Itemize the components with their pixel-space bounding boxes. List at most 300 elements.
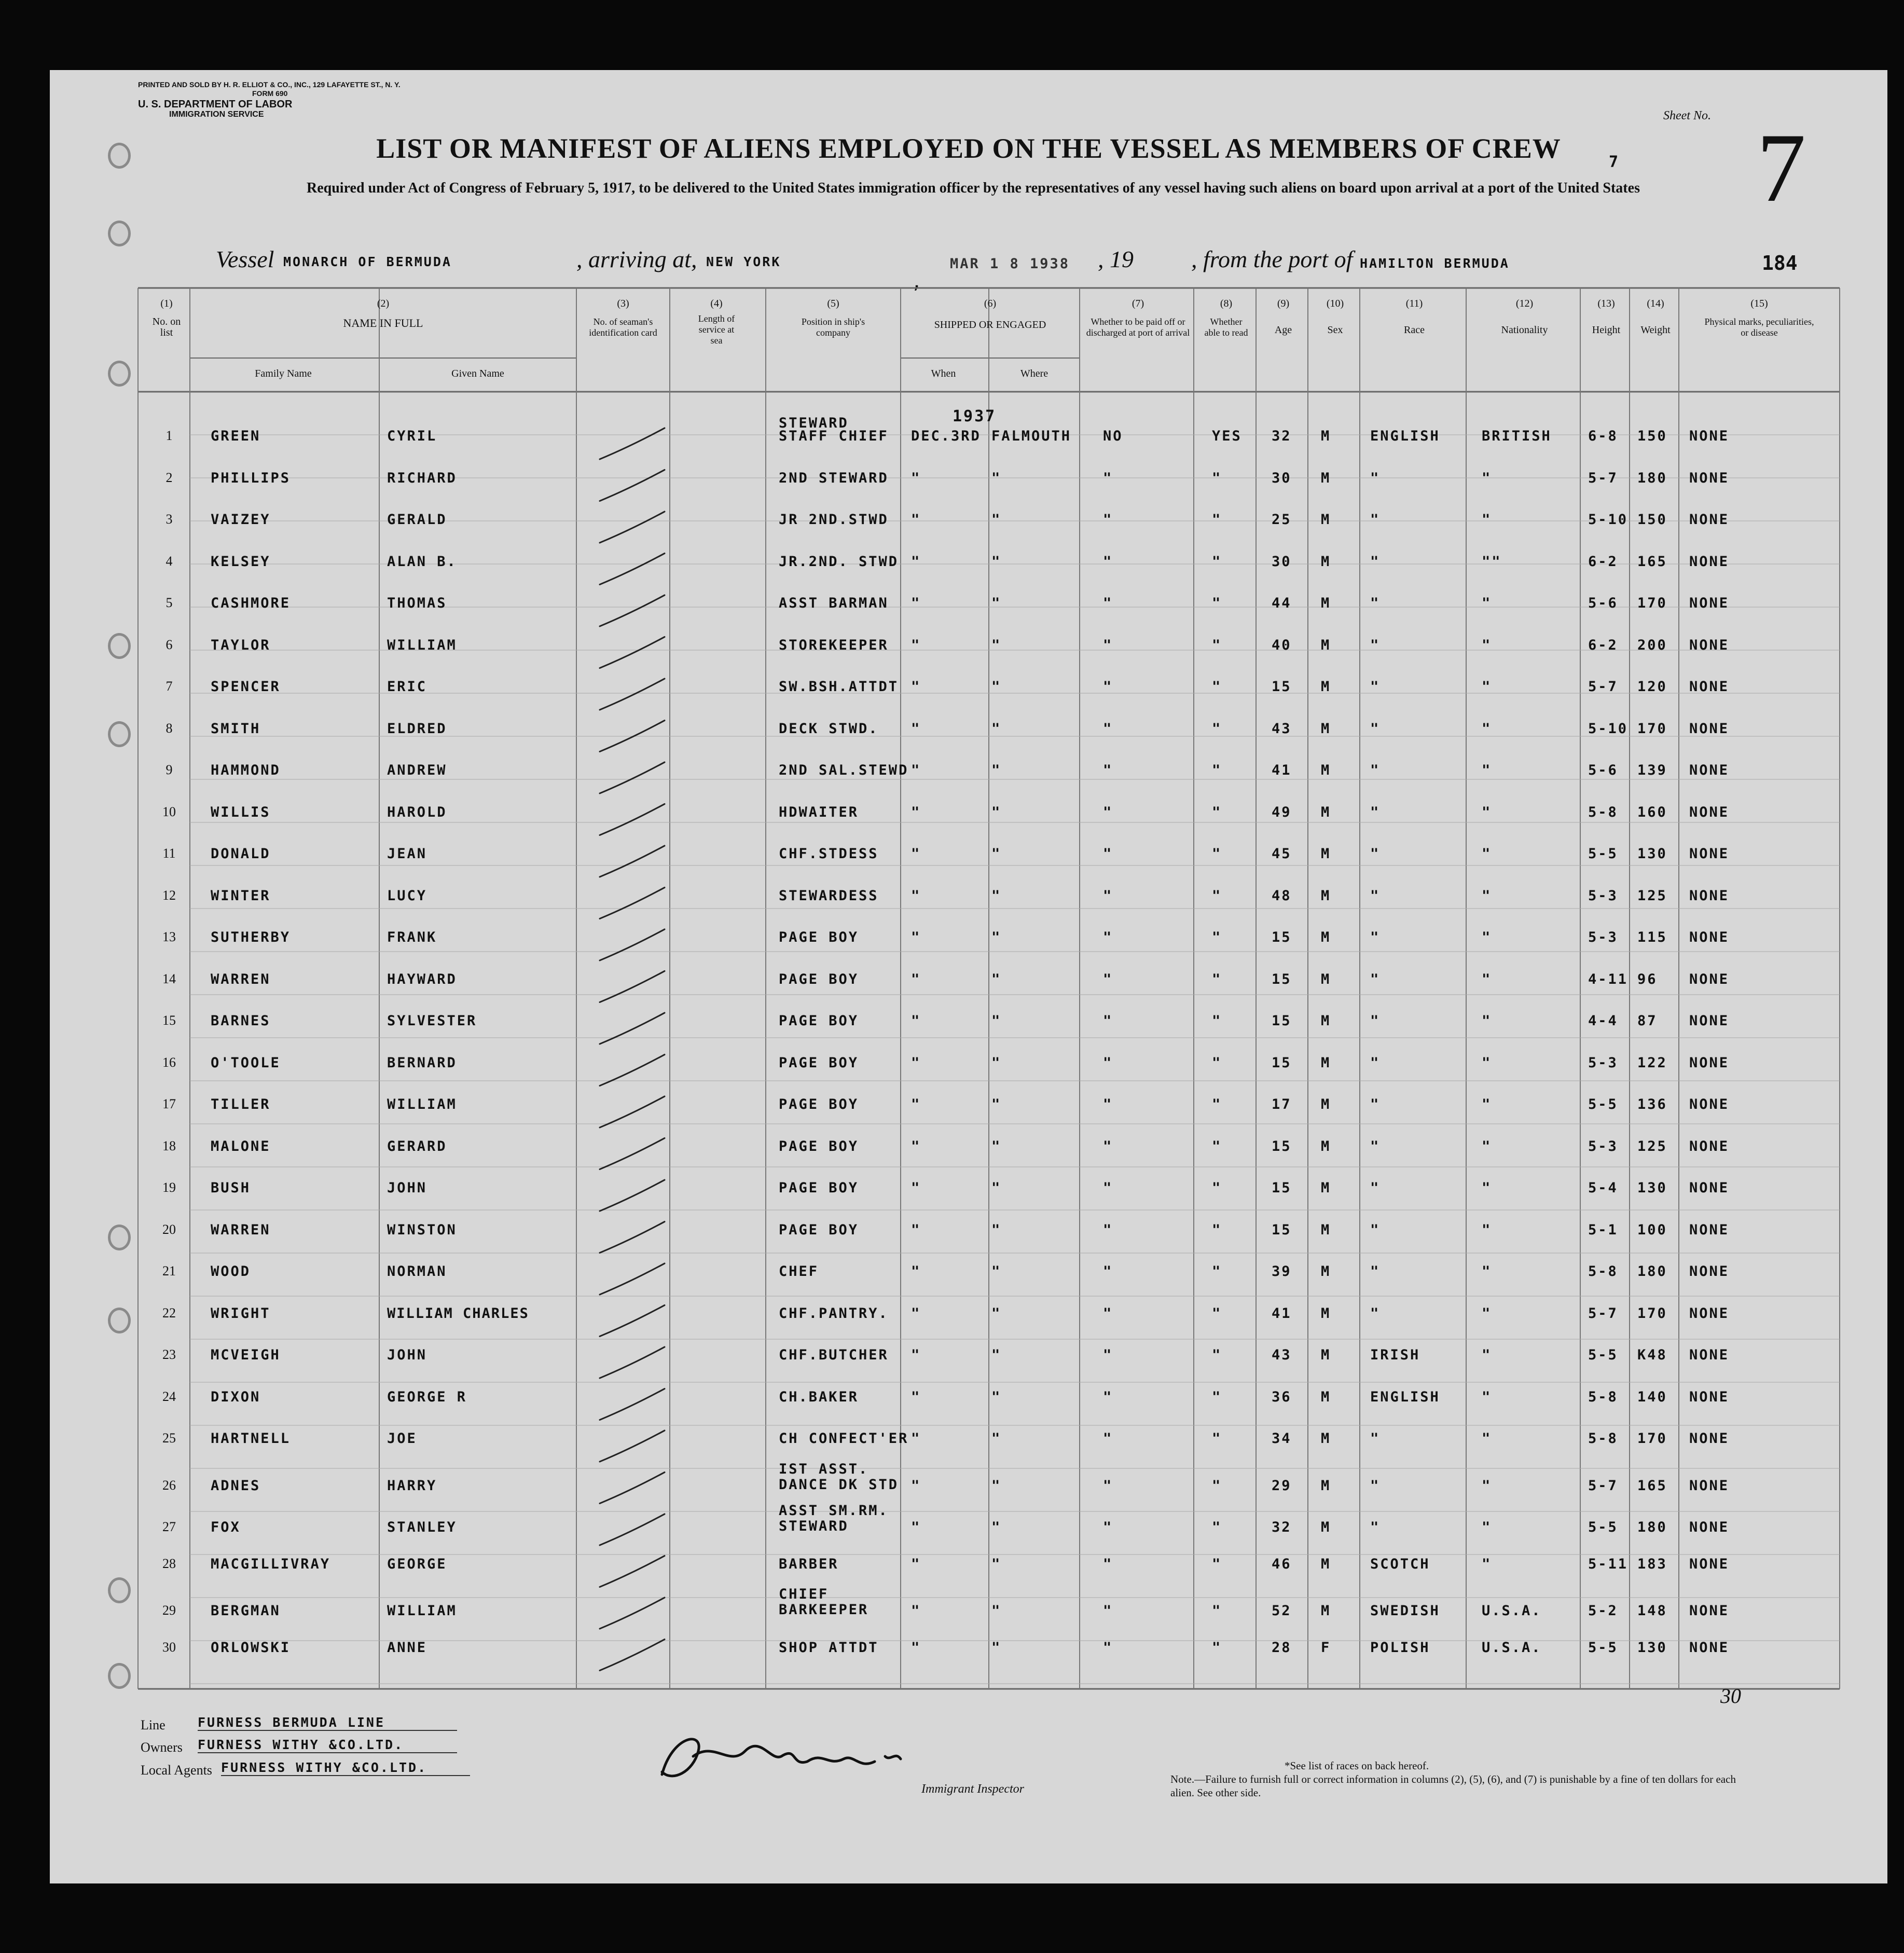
row-11-when: "	[911, 846, 921, 862]
row-5-when: "	[911, 595, 921, 611]
row-15-nationality: "	[1482, 1013, 1492, 1029]
row-13-weight: 115	[1637, 929, 1667, 945]
row-24-weight: 140	[1637, 1388, 1667, 1405]
row-14-no: 14	[162, 971, 176, 986]
row-22-given: WILLIAM CHARLES	[387, 1305, 529, 1322]
row-7-sex: M	[1321, 679, 1331, 695]
row-13-family: SUTHERBY	[211, 929, 291, 945]
row-22-weight: 170	[1637, 1305, 1667, 1322]
row-7-read: "	[1212, 679, 1222, 695]
col-header-id-card: (3) No. of seaman's identification card	[589, 298, 657, 338]
row-25-read: "	[1212, 1431, 1222, 1447]
row-24-position: CH.BAKER	[779, 1388, 859, 1405]
row-12-position: STEWARDESS	[779, 887, 879, 904]
arriving-label: , arriving at,	[576, 246, 697, 272]
col-header-paid-off: (7) Whether to be paid off or discharged at port of arrival	[1086, 298, 1190, 338]
row-28-no: 28	[162, 1556, 176, 1571]
row-13-where: "	[991, 929, 1002, 945]
row-10-age: 49	[1272, 804, 1292, 820]
row-6-age: 40	[1272, 637, 1292, 653]
row-5-position: ASST BARMAN	[779, 595, 889, 611]
row-22-no: 22	[162, 1305, 176, 1321]
row-6-read: "	[1212, 637, 1222, 653]
row-5-no: 5	[165, 595, 173, 610]
row-21-when: "	[911, 1263, 921, 1280]
row-30-race: POLISH	[1370, 1639, 1430, 1656]
row-25-race: "	[1370, 1431, 1381, 1447]
row-9-family: HAMMOND	[211, 762, 281, 778]
row-29-given: WILLIAM	[387, 1603, 457, 1619]
row-16-sex: M	[1321, 1054, 1331, 1071]
row-9-weight: 139	[1637, 762, 1667, 778]
row-6-paid: "	[1103, 637, 1113, 653]
row-22-height: 5-7	[1588, 1305, 1618, 1322]
row-18-no: 18	[162, 1138, 176, 1153]
from-port: HAMILTON BERMUDA	[1360, 256, 1510, 271]
sheet-number: 7	[1757, 114, 1806, 223]
row-27-family: FOX	[211, 1519, 241, 1535]
row-4-where: "	[991, 553, 1002, 570]
row-30-height: 5-5	[1588, 1639, 1618, 1656]
row-20-family: WARREN	[211, 1221, 271, 1238]
row-27-paid: "	[1103, 1519, 1113, 1535]
row-10-when: "	[911, 804, 921, 820]
row-16-race: "	[1370, 1054, 1381, 1071]
row-1-nationality: BRITISH	[1482, 428, 1552, 444]
id-card-slash	[600, 1222, 665, 1253]
vessel-name: MONARCH OF BERMUDA	[283, 254, 452, 269]
row-18-position: PAGE BOY	[779, 1138, 859, 1154]
row-19-weight: 130	[1637, 1180, 1667, 1196]
row-11-given: JEAN	[387, 846, 427, 862]
row-15-paid: "	[1103, 1013, 1113, 1029]
row-19-given: JOHN	[387, 1180, 427, 1196]
row-29-no: 29	[162, 1603, 176, 1618]
id-card-slash	[600, 1013, 665, 1044]
id-card-slash	[600, 929, 665, 960]
row-15-race: "	[1370, 1013, 1381, 1029]
row-30-weight: 130	[1637, 1639, 1667, 1656]
row-29-position: CHIEF	[779, 1586, 829, 1602]
row-26-family: ADNES	[211, 1477, 261, 1494]
row-17-read: "	[1212, 1096, 1222, 1112]
inspector-label: Immigrant Inspector	[921, 1782, 1024, 1796]
row-4-position: JR.2ND. STWD	[779, 553, 899, 570]
row-25-family: HARTNELL	[211, 1431, 291, 1447]
row-10-marks: NONE	[1689, 804, 1730, 820]
row-17-where: "	[991, 1096, 1002, 1112]
id-card-slash	[600, 1598, 665, 1629]
row-25-position: CH CONFECT'ER	[779, 1431, 909, 1447]
row-23-marks: NONE	[1689, 1347, 1730, 1363]
row-7-position: SW.BSH.ATTDT	[779, 679, 899, 695]
agents-value: FURNESS WITHY &CO.LTD.	[221, 1760, 470, 1776]
row-27-weight: 180	[1637, 1519, 1667, 1535]
line-label: Line	[141, 1717, 165, 1732]
row-10-height: 5-8	[1588, 804, 1618, 820]
col-header-race: (11) Race	[1404, 298, 1425, 336]
row-16-position: PAGE BOY	[779, 1054, 859, 1071]
row-21-sex: M	[1321, 1263, 1331, 1280]
row-8-family: SMITH	[211, 720, 261, 737]
row-20-height: 5-1	[1588, 1221, 1618, 1238]
row-4-sex: M	[1321, 553, 1331, 570]
col-header-family: Family Name	[255, 368, 312, 379]
col-header-position: (5) Position in ship's company	[801, 298, 865, 338]
row-24-where: "	[991, 1388, 1002, 1405]
row-15-family: BARNES	[211, 1013, 271, 1029]
row-26-given: HARRY	[387, 1477, 437, 1494]
row-22-position: CHF.PANTRY.	[779, 1305, 889, 1322]
row-12-no: 12	[162, 887, 176, 903]
row-17-marks: NONE	[1689, 1096, 1730, 1112]
row-19-no: 19	[162, 1180, 176, 1195]
row-18-given: GERARD	[387, 1138, 447, 1154]
row-23-where: "	[991, 1347, 1002, 1363]
row-18-height: 5-3	[1588, 1138, 1618, 1154]
row-10-given: HAROLD	[387, 804, 447, 820]
row-5-weight: 170	[1637, 595, 1667, 611]
row-1-weight: 150	[1637, 428, 1667, 444]
row-29-sex: M	[1321, 1603, 1331, 1619]
row-4-read: "	[1212, 553, 1222, 570]
row-11-position: CHF.STDESS	[779, 846, 879, 862]
row-25-no: 25	[162, 1431, 176, 1446]
row-14-age: 15	[1272, 971, 1292, 987]
row-8-race: "	[1370, 720, 1381, 737]
vessel-label: Vessel	[216, 246, 274, 272]
row-24-given: GEORGE R	[387, 1388, 467, 1405]
row-11-height: 5-5	[1588, 846, 1618, 862]
row-23-height: 5-5	[1588, 1347, 1618, 1363]
small-number: 7	[1609, 153, 1619, 171]
row-26-position: IST ASST.	[779, 1461, 869, 1477]
row-13-given: FRANK	[387, 929, 437, 945]
id-card-slash	[600, 428, 665, 459]
row-7-race: "	[1370, 679, 1381, 695]
row-9-nationality: "	[1482, 762, 1492, 778]
row-1-height: 6-8	[1588, 428, 1618, 444]
row-3-race: "	[1370, 512, 1381, 528]
row-4-no: 4	[165, 553, 173, 569]
row-9-no: 9	[165, 762, 173, 777]
row-3-nationality: "	[1482, 512, 1492, 528]
row-18-paid: "	[1103, 1138, 1113, 1154]
row-24-nationality: "	[1482, 1388, 1492, 1405]
row-5-given: THOMAS	[387, 595, 447, 611]
row-10-sex: M	[1321, 804, 1331, 820]
row-19-sex: M	[1321, 1180, 1331, 1196]
row-2-age: 30	[1272, 470, 1292, 486]
row-2-read: "	[1212, 470, 1222, 486]
row-19-where: "	[991, 1180, 1002, 1196]
row-28-paid: "	[1103, 1556, 1113, 1572]
row-11-nationality: "	[1482, 846, 1492, 862]
row-28-race: SCOTCH	[1370, 1556, 1430, 1572]
col-header-given: Given Name	[451, 368, 504, 379]
row-1-marks: NONE	[1689, 428, 1730, 444]
owners-value: FURNESS WITHY &CO.LTD.	[198, 1737, 457, 1753]
row-20-no: 20	[162, 1221, 176, 1237]
id-card-slash	[600, 637, 665, 668]
row-16-nationality: "	[1482, 1054, 1492, 1071]
row-13-paid: "	[1103, 929, 1113, 945]
row-12-family: WINTER	[211, 887, 271, 904]
row-15-age: 15	[1272, 1013, 1292, 1029]
id-card-slash	[600, 888, 665, 919]
row-1-when: DEC.3RD	[911, 428, 981, 444]
row-17-family: TILLER	[211, 1096, 271, 1112]
row-15-read: "	[1212, 1013, 1222, 1029]
row-11-family: DONALD	[211, 846, 271, 862]
row-14-position: PAGE BOY	[779, 971, 859, 987]
row-11-sex: M	[1321, 846, 1331, 862]
row-20-sex: M	[1321, 1221, 1331, 1238]
col-header-where: Where	[1020, 368, 1048, 379]
row-30-family: ORLOWSKI	[211, 1639, 291, 1656]
row-26-no: 26	[162, 1477, 176, 1493]
row-3-read: "	[1212, 512, 1222, 528]
row-2-sex: M	[1321, 470, 1331, 486]
row-7-no: 7	[165, 679, 173, 694]
row-23-race: IRISH	[1370, 1347, 1420, 1363]
row-19-nationality: "	[1482, 1180, 1492, 1196]
row-5-race: "	[1370, 595, 1381, 611]
row-19-height: 5-4	[1588, 1180, 1618, 1196]
id-card-slash	[600, 804, 665, 835]
row-3-position: JR 2ND.STWD	[779, 512, 889, 528]
row-27-position: ASST SM.RM.	[779, 1503, 889, 1519]
row-12-when: "	[911, 887, 921, 904]
row-24-no: 24	[162, 1388, 176, 1404]
row-14-sex: M	[1321, 971, 1331, 987]
row-23-age: 43	[1272, 1347, 1292, 1363]
row-26-age: 29	[1272, 1477, 1292, 1494]
row-2-given: RICHARD	[387, 470, 457, 486]
row-9-paid: "	[1103, 762, 1113, 778]
row-14-marks: NONE	[1689, 971, 1730, 987]
id-card-slash	[600, 1431, 665, 1462]
row-14-when: "	[911, 971, 921, 987]
row-29-weight: 148	[1637, 1603, 1667, 1619]
row-7-when: "	[911, 679, 921, 695]
row-27-where: "	[991, 1519, 1002, 1535]
row-30-position: SHOP ATTDT	[779, 1639, 879, 1656]
row-3-marks: NONE	[1689, 512, 1730, 528]
row-21-height: 5-8	[1588, 1263, 1618, 1280]
row-9-given: ANDREW	[387, 762, 447, 778]
row-16-where: "	[991, 1054, 1002, 1071]
row-16-when: "	[911, 1054, 921, 1071]
row-13-marks: NONE	[1689, 929, 1730, 945]
row-30-no: 30	[162, 1639, 176, 1655]
row-2-no: 2	[165, 470, 173, 485]
col-header-service: (4) Length of service at sea	[698, 298, 735, 346]
row-26-sex: M	[1321, 1477, 1331, 1494]
row-17-race: "	[1370, 1096, 1381, 1112]
row-1-position: STAFF CHIEF	[779, 428, 889, 444]
row-3-where: "	[991, 512, 1002, 528]
row-12-height: 5-3	[1588, 887, 1618, 904]
id-card-slash	[600, 1556, 665, 1587]
col-header-no: (1) No. on list	[152, 298, 181, 338]
row-10-paid: "	[1103, 804, 1113, 820]
row-20-weight: 100	[1637, 1221, 1667, 1238]
row-23-read: "	[1212, 1347, 1222, 1363]
row-15-when: "	[911, 1013, 921, 1029]
row-3-age: 25	[1272, 512, 1292, 528]
row-2-race: "	[1370, 470, 1381, 486]
row-30-given: ANNE	[387, 1639, 427, 1656]
row-2-height: 5-7	[1588, 470, 1618, 486]
row-18-sex: M	[1321, 1138, 1331, 1154]
row-12-weight: 125	[1637, 887, 1667, 904]
row-15-position: PAGE BOY	[779, 1013, 859, 1029]
row-21-nationality: "	[1482, 1263, 1492, 1280]
row-19-when: "	[911, 1180, 921, 1196]
row-20-where: "	[991, 1221, 1002, 1238]
row-12-paid: "	[1103, 887, 1113, 904]
row-23-no: 23	[162, 1347, 176, 1362]
row-28-age: 46	[1272, 1556, 1292, 1572]
id-card-slash	[600, 1473, 665, 1504]
row-17-sex: M	[1321, 1096, 1331, 1112]
row-21-paid: "	[1103, 1263, 1113, 1280]
row-1-family: GREEN	[211, 428, 261, 444]
row-25-age: 34	[1272, 1431, 1292, 1447]
row-15-height: 4-4	[1588, 1013, 1618, 1029]
row-9-height: 5-6	[1588, 762, 1618, 778]
row-15-no: 15	[162, 1013, 176, 1028]
row-2-weight: 180	[1637, 470, 1667, 486]
row-17-position: PAGE BOY	[779, 1096, 859, 1112]
row-18-read: "	[1212, 1138, 1222, 1154]
row-24-height: 5-8	[1588, 1388, 1618, 1405]
id-card-slash	[600, 762, 665, 793]
row-25-weight: 170	[1637, 1431, 1667, 1447]
row-10-race: "	[1370, 804, 1381, 820]
row-11-where: "	[991, 846, 1002, 862]
col-header-shipped: (6) SHIPPED OR ENGAGED	[934, 298, 1046, 331]
row-17-given: WILLIAM	[387, 1096, 457, 1112]
row-4-given: ALAN B.	[387, 553, 457, 570]
row-4-race: "	[1370, 553, 1381, 570]
row-28-height: 5-11	[1588, 1556, 1629, 1572]
id-card-slash	[600, 554, 665, 585]
row-27-when: "	[911, 1519, 921, 1535]
row-13-height: 5-3	[1588, 929, 1618, 945]
row-13-read: "	[1212, 929, 1222, 945]
row-8-marks: NONE	[1689, 720, 1730, 737]
row-10-position: HDWAITER	[779, 804, 859, 820]
row-6-weight: 200	[1637, 637, 1667, 653]
footnote: *See list of races on back hereof. Note.—Failure to furnish full or correct information in columns (2), (5), (6), and (7) is punishable by a fine of ten dollars for each alien. See other side.	[1170, 1759, 1736, 1799]
id-card-slash	[600, 1514, 665, 1545]
row-11-paid: "	[1103, 846, 1113, 862]
row-2-family: PHILLIPS	[211, 470, 291, 486]
row-23-when: "	[911, 1347, 921, 1363]
col-header-name: (2) NAME IN FULL	[343, 298, 423, 329]
row-2-when: "	[911, 470, 921, 486]
row-3-when: "	[911, 512, 921, 528]
row-13-when: "	[911, 929, 921, 945]
row-5-read: "	[1212, 595, 1222, 611]
row-28-weight: 183	[1637, 1556, 1667, 1572]
manifest-sheet: PRINTED AND SOLD BY H. R. ELLIOT & CO., INC., 129 LAFAYETTE ST., N. Y. FORM 690 U. S. DEPARTMENT OF LABOR IMMIGRATION SERVICE LIST OR MANIFEST OF ALIENS EMPLOYED ON THE VESSEL AS MEMBERS OF CREW Required under Act of Congress of February 5, 1917, to be delivered to the United States immigration officer by the representatives of any vessel having such aliens on board upon arrival at a port of the United States Sheet No. 7 7 184 Vessel MONARCH OF BERMUDA , arriving at, NEW YORK , MAR 1 8 1938 , 19 , from the port of HAMILTON BERMUDA (1) No. on list (2) NAME IN FULL Family Name Given Name (3) No. of seaman's identification card (4) Length of service at sea (5) Position in ship's company (6) SHIPPED OR ENGAGED When Where (7) Whether to be paid off or discharged at port of arrival (8) Whether able to read (9) Age (10) Sex (11) Race (12) Nationality (13) Height (14) Weight (15) Physical marks, peculiarities, or disease STEWARD 1937 1 GREEN CYRIL STAFF CHIEF DEC.3RD FALMOUTH NO YES 32 M ENGLISH BRITISH 6-8 150 NONE 2 PHILLIPS RICHARD 2ND STEWARD " " " " 30 M " " 5-7 180 NONE 3 VAIZEY GERALD JR 2ND.STWD " " " " 25 M " " 5-10 150 NONE 4 KELSEY ALAN B. JR.2ND. STWD " " " " 30 M " "" 6-2 165 NONE 5 CASHMORE THOMAS ASST BARMAN " " " " 44 M " " 5-6 170 NONE 6 TAYLOR WILLIAM STOREKEEPER " " " " 40 M " " 6-2 200 NONE 7 SPENCER ERIC SW.BSH.ATTDT " " " " 15 M " " 5-7 120 NONE 8 SMITH ELDRED DECK STWD. " " " " 43 M " " 5-10 170 NONE 9 HAMMOND ANDREW 2ND SAL.STEWD " " " " 41 M " " 5-6 139 NONE 10 WILLIS HAROLD HDWAITER " " " " 49 M " " 5-8 160 NONE 11 DONALD JEAN CHF.STDESS " " " " 45 M " " 5-5 130 NONE 12 WINTER LUCY STEWARDESS " " " " 48 M " " 5-3 125 NONE 13 SUTHERBY FRANK PAGE BOY " " " " 15 M " " 5-3 115 NONE 14 WARREN HAYWARD PAGE BOY " " " " 15 M " " 4-11 96 NONE 15 BARNES SYLVESTER PAGE BOY " " " " 15 M " " 4-4 87 NONE 16 O'TOOLE BERNARD PAGE BOY " " " " 15 M " " 5-3 122 NONE 17 TILLER WILLIAM PAGE BOY " " " " 17 M " " 5-5 136 NONE 18 MALONE GERARD PAGE BOY " " " " 15 M " " 5-3 125 NONE 19 BUSH JOHN PAGE BOY " " " " 15 M " " 5-4 130 NONE 20 WARREN WINSTON PAGE BOY " " " " 15 M " " 5-1 100 NONE 21 WOOD NORMAN CHEF " " " " 39 M " " 5-8 180 NONE 22 WRIGHT WILLIAM CHARLES CHF.PANTRY. " " " " 41 M " " 5-7 170 NONE 23 MCVEIGH JOHN CHF.BUTCHER " " " " 43 M IRISH " 5-5 K48 NONE 24 DIXON GEORGE R CH.BAKER " " " " 36 M ENGLISH " 5-8 140 NONE 25 HARTNELL JOE CH CONFECT'ER " " " " 34 M " " 5-8 170 NONE 26 ADNES HARRY IST ASST. " " " " 29 M " " 5-7 165 NONE DANCE DK STD 27 FOX STANLEY ASST SM.RM. " " " " 32 M " " 5-5 180 NONE STEWARD 28 MACGILLIVRAY GEORGE BARBER " " " " 46 M SCOTCH " 5-11 183 NONE 29 BERGMAN WILLIAM CHIEF " " " " 52 M SWEDISH U.S.A. 5-2 148 NONE BARKEEPER 30 ORLOWSKI ANNE SHOP ATTDT " " " " 28 F POLISH U.S.A. 5-5 130 NONE Line FURNESS BERMUDA LINE Owners FURNESS WITHY &CO.LTD. Local Agents FURNESS WITHY &CO.LTD. Immigrant Inspector *See list of races on back hereof. Note.—Failure to furnish full or correct information in columns (2), (5), (6), and (7) is punishable by a fine of ten dollars for each alien. See other side. 30	[50, 70, 1887, 1883]
row-18-nationality: "	[1482, 1138, 1492, 1154]
row-9-read: "	[1212, 762, 1222, 778]
row-18-family: MALONE	[211, 1138, 271, 1154]
row-15-given: SYLVESTER	[387, 1013, 477, 1029]
row-17-no: 17	[162, 1096, 176, 1111]
row-25-paid: "	[1103, 1431, 1113, 1447]
row-29-race: SWEDISH	[1370, 1603, 1440, 1619]
col-header-weight: (14) Weight	[1640, 298, 1671, 336]
row-12-given: LUCY	[387, 887, 427, 904]
year-label: , 19	[1098, 246, 1134, 272]
row-12-where: "	[991, 887, 1002, 904]
row-14-weight: 96	[1637, 971, 1658, 987]
row-16-family: O'TOOLE	[211, 1054, 281, 1071]
row-20-age: 15	[1272, 1221, 1292, 1238]
row-29-read: "	[1212, 1603, 1222, 1619]
row-25-marks: NONE	[1689, 1431, 1730, 1447]
row-14-read: "	[1212, 971, 1222, 987]
row-28-position: BARBER	[779, 1556, 839, 1572]
row-12-sex: M	[1321, 887, 1331, 904]
row-7-nationality: "	[1482, 679, 1492, 695]
row-27-no: 27	[162, 1519, 176, 1534]
row-21-weight: 180	[1637, 1263, 1667, 1280]
row-22-paid: "	[1103, 1305, 1113, 1322]
row-30-when: "	[911, 1639, 921, 1656]
row-27-position2: STEWARD	[779, 1518, 849, 1534]
row-7-age: 15	[1272, 679, 1292, 695]
row-4-weight: 165	[1637, 553, 1667, 570]
row-25-height: 5-8	[1588, 1431, 1618, 1447]
row-15-sex: M	[1321, 1013, 1331, 1029]
row-27-marks: NONE	[1689, 1519, 1730, 1535]
row-20-position: PAGE BOY	[779, 1221, 859, 1238]
row-24-marks: NONE	[1689, 1388, 1730, 1405]
row-28-when: "	[911, 1556, 921, 1572]
row-1-given: CYRIL	[387, 428, 437, 444]
id-card-slash	[600, 846, 665, 877]
row-12-nationality: "	[1482, 887, 1492, 904]
row-10-weight: 160	[1637, 804, 1667, 820]
row-28-read: "	[1212, 1556, 1222, 1572]
col-header-height: (13) Height	[1592, 298, 1621, 336]
row-9-age: 41	[1272, 762, 1292, 778]
row-15-where: "	[991, 1013, 1002, 1029]
row-6-nationality: "	[1482, 637, 1492, 653]
row-23-weight: K48	[1637, 1347, 1667, 1363]
row-26-weight: 165	[1637, 1477, 1667, 1494]
row-25-nationality: "	[1482, 1431, 1492, 1447]
id-card-slash	[600, 1347, 665, 1378]
shipped-year: 1937	[953, 407, 997, 425]
row-18-race: "	[1370, 1138, 1381, 1154]
id-card-slash	[600, 470, 665, 501]
row-2-position: 2ND STEWARD	[779, 470, 889, 486]
row-14-given: HAYWARD	[387, 971, 457, 987]
row-21-no: 21	[162, 1263, 176, 1278]
row-20-race: "	[1370, 1221, 1381, 1238]
row-2-paid: "	[1103, 470, 1113, 486]
row-13-age: 15	[1272, 929, 1292, 945]
row-30-nationality: U.S.A.	[1482, 1639, 1542, 1656]
row-6-marks: NONE	[1689, 637, 1730, 653]
